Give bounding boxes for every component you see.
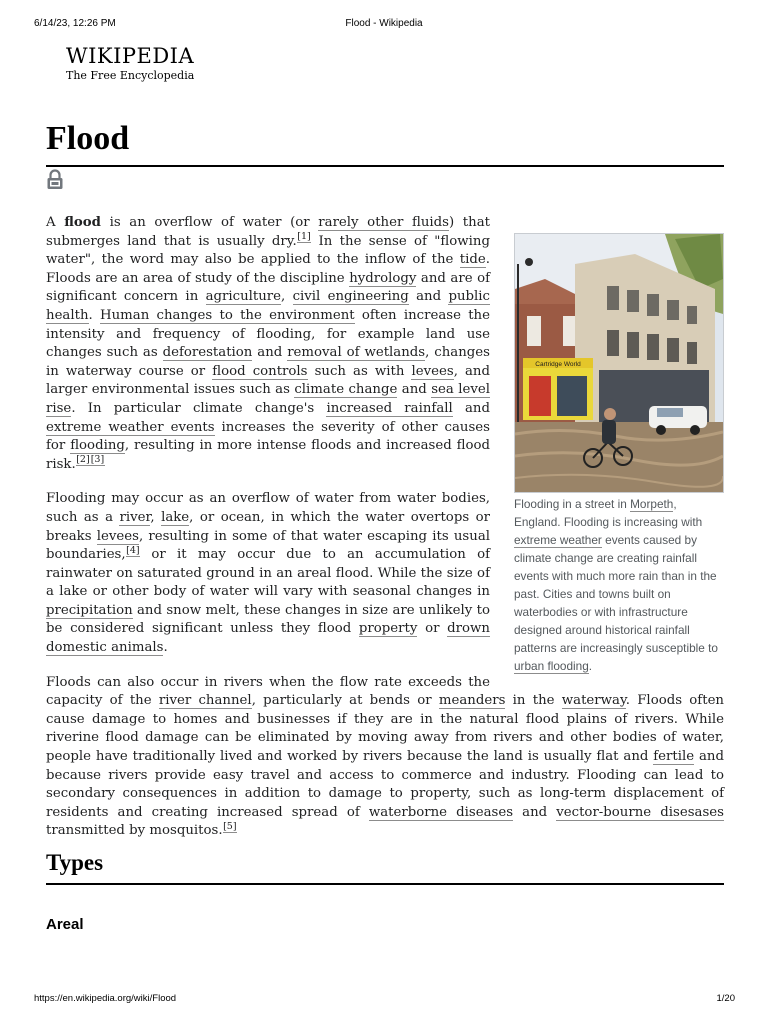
link-precipitation[interactable]: precipitation: [46, 602, 133, 618]
link-extreme-weather[interactable]: extreme weather: [514, 533, 602, 547]
link-civil-engineering[interactable]: civil engineering: [292, 289, 409, 305]
link-public-health[interactable]: public health: [46, 289, 490, 323]
wikipedia-logo[interactable]: [66, 44, 194, 82]
print-url: https://en.wikipedia.org/wiki/Flood: [34, 993, 177, 1004]
link-rarely-other-fluids[interactable]: rarely other fluids: [318, 215, 449, 230]
subsection-heading-areal: Areal: [46, 916, 84, 933]
logo-tagline: The Free Encyclopedia: [66, 69, 195, 82]
link-drown-domestic-animals[interactable]: drown domestic animals: [46, 621, 490, 656]
link-deforestation[interactable]: deforestation: [162, 345, 253, 361]
link-hydrology[interactable]: hydrology: [349, 270, 417, 286]
reference-3[interactable]: [3]: [90, 454, 105, 466]
link-morpeth[interactable]: Morpeth: [630, 497, 674, 511]
link-meanders[interactable]: meanders: [438, 693, 506, 709]
intro-paragraph-3: Floods can also occur in rivers when the flow rate exceeds the capacity of the river channel, particularly at bends or meanders in the waterway. Floods often cause damage to homes and businesses if they are in the natural flood plains of rivers. While riverine flood damage can be eliminated by moving away from rivers and other bodies of water, people have traditionally lived and worked by rivers because the land is usually flat and fertile and because rivers provide easy travel and access to commerce and industry. Flooding can lead to secondary consequences in addition to damage to property, such as long-term displacement of residents and creating increased spread of waterborne diseases and vector-bourne disesases transmitted by mosquitos.[5]: [46, 674, 725, 839]
link-increased-rainfall[interactable]: increased rainfall: [326, 400, 453, 416]
link-extreme-weather-events[interactable]: extreme weather events: [46, 419, 215, 435]
link-river[interactable]: river: [119, 509, 151, 525]
lock-icon[interactable]: [46, 168, 64, 190]
link-waterway[interactable]: waterway: [561, 693, 626, 709]
link-property[interactable]: property: [358, 621, 418, 637]
page-title: Flood: [46, 120, 130, 157]
reference-5[interactable]: [5]: [223, 820, 237, 832]
section-heading-types: Types: [46, 850, 104, 875]
intro-paragraph-1: A flood is an overflow of water (or rarely other fluids) that submerges land that is usually dry.[1] In the sense of "flowing water", the word may also be applied to the inflow of the tide. Floods are an area of study of the discipline hydrology and are of significant concern in agriculture, civil engineering and public health. Human changes to the environment often increase the intensity and frequency of flooding, for example land use changes such as deforestation and removal of wetlands, changes in waterway course or flood controls such as with levees, and larger environmental issues such as climate change and sea level rise. In particular climate change's increased rainfall and extreme weather events increases the severity of other causes for flooding, resulting in more intense floods and increased flood risk.[2][3]: [46, 215, 491, 472]
print-datetime: 6/14/23, 12:26 PM: [34, 18, 116, 29]
link-urban-flooding[interactable]: urban flooding: [514, 659, 589, 673]
reference-2[interactable]: [2]: [76, 454, 90, 466]
article-body: [46, 214, 724, 857]
print-page-number: 1/20: [716, 993, 735, 1004]
link-removal-of-wetlands[interactable]: removal of wetlands: [287, 345, 426, 361]
reference-4[interactable]: [4]: [126, 544, 140, 556]
section-divider: [46, 883, 724, 885]
link-levees[interactable]: levees: [411, 363, 454, 379]
logo-wordmark: WIKIPEDIA: [66, 44, 195, 68]
link-climate-change[interactable]: climate change: [294, 382, 398, 398]
link-levees-2[interactable]: levees: [96, 528, 139, 544]
intro-paragraph-2: Flooding may occur as an overflow of water from water bodies, such as a river, lake, or ocean, in which the water overtops or breaks levees, resulting in some of that water escaping its usual boundaries,[4] or it may occur due to an accumulation of rainwater on saturated ground in an areal flood. While the size of a lake or other body of water will vary with seasonal changes in precipitation and snow melt, these changes in size are unlikely to be considered significant unless they flood property or drown domestic animals.: [46, 491, 490, 656]
thumbnail-caption: Flooding in a street in Morpeth, England. Flooding is increasing with extreme weather events caused by climate change are creating rainfall events with much more rain than in the past. Cities and towns built on waterbodies or with infrastructure designed around historical rainfall patterns are increasingly susceptible to urban flooding.: [514, 497, 718, 673]
link-river-channel[interactable]: river channel: [158, 693, 252, 709]
link-flood-controls[interactable]: flood controls: [212, 363, 308, 379]
print-page-title: Flood - Wikipedia: [345, 18, 423, 29]
link-agriculture[interactable]: agriculture: [205, 289, 282, 305]
link-sea-level-rise[interactable]: sea level rise: [46, 382, 490, 416]
link-lake[interactable]: lake: [161, 509, 190, 525]
title-divider: [46, 165, 724, 167]
link-vector-bourne-diseases[interactable]: vector-bourne disesases: [556, 804, 724, 820]
link-waterborne-diseases[interactable]: waterborne diseases: [368, 804, 514, 820]
thumbnail-figure: [514, 233, 724, 675]
link-flooding[interactable]: flooding: [70, 438, 125, 454]
term-flood: flood: [64, 215, 101, 230]
link-tide[interactable]: tide: [459, 252, 486, 268]
flood-street-photo[interactable]: [514, 233, 724, 493]
link-human-changes-environment[interactable]: Human changes to the environment: [100, 307, 355, 323]
shop-sign: Cartridge World: [535, 361, 581, 368]
link-fertile[interactable]: fertile: [653, 749, 695, 765]
reference-1[interactable]: [1]: [297, 231, 311, 243]
